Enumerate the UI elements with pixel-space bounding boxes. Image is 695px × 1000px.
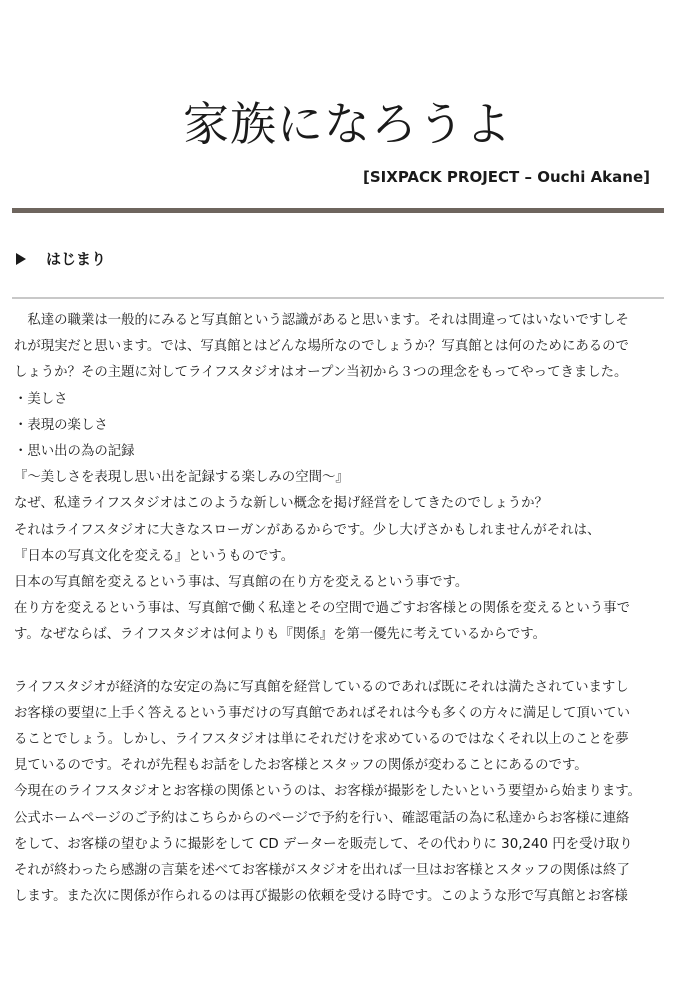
text-line: お客様の要望に上手く答えるという事だけの写真館であればそれは今も多くの方々に満足して頂いてい bbox=[14, 705, 630, 721]
bullet-line: ・思い出の為の記録 bbox=[14, 444, 135, 460]
play-triangle-icon bbox=[16, 253, 26, 265]
page-title: 家族になろうよ bbox=[183, 97, 512, 151]
text-line: しょうか？その主題に対してライフスタジオはオープン当初から３つの理念をもってやってきました。 bbox=[14, 365, 628, 381]
text-line: ることでしょう。しかし、ライフスタジオは単にそれだけを求めているのではなくそれ以上のことを夢 bbox=[14, 732, 629, 748]
text-line: 『日本の写真文化を変える』というものです。 bbox=[14, 548, 295, 564]
paragraph-gap bbox=[14, 649, 678, 675]
section-divider bbox=[12, 297, 664, 299]
text-line: それはライフスタジオに大きなスローガンがあるからです。少し大げさかもしれませんがそれは、 bbox=[14, 522, 601, 538]
text-line: 『～美しさを表現し思い出を記録する楽しみの空間～』 bbox=[14, 470, 349, 486]
text-line: 見ているのです。それが先程もお話をしたお客様とスタッフの関係が変わることにあるのです。 bbox=[14, 758, 588, 774]
text-line: れが現実だと思います。では、写真館とはどんな場所なのでしょうか？写真館とは何のためにあるので bbox=[14, 339, 629, 355]
text-line: 私達の職業は一般的にみると写真館という認識があると思います。それは間違ってはいないですしそ bbox=[14, 313, 629, 328]
project-subtitle: [SIXPACK PROJECT – Ouchi Akane] bbox=[363, 168, 650, 186]
text-line: をして、お客様の望むように撮影をして CD データーを販売して、その代わりに 30,240 円を受け取り bbox=[14, 836, 633, 852]
section-heading-label: はじまり bbox=[46, 250, 107, 268]
text-line: 公式ホームページのご予約はこちらからのページで予約を行い、確認電話の為に私達からお客様に連絡 bbox=[14, 810, 630, 826]
text-line: 日本の写真館を変えるという事は、写真館の在り方を変えるという事です。 bbox=[14, 575, 469, 591]
body-text bbox=[14, 308, 678, 910]
text-line: なぜ、私達ライフスタジオはこのような新しい概念を掲げ経営をしてきたのでしょうか？ bbox=[14, 496, 548, 512]
header-divider bbox=[12, 208, 664, 213]
text-line: ライフスタジオが経済的な安定の為に写真館を経営しているのであれば既にそれは満たされていますし bbox=[14, 679, 629, 695]
text-line: それが終わったら感謝の言葉を述べてお客様がスタジオを出れば一旦はお客様とスタッフの関係は終了 bbox=[14, 863, 630, 879]
text-line: 在り方を変えるという事は、写真館で働く私達とその空間で過ごすお客様との関係を変えるという事で bbox=[14, 601, 630, 617]
text-line: す。なぜならば、ライフスタジオは何よりも『関係』を第一優先に考えているからです。 bbox=[14, 627, 547, 643]
bullet-line: ・美しさ bbox=[14, 391, 68, 407]
text-line: 今現在のライフスタジオとお客様の関係というのは、お客様が撮影をしたいという要望から始まります。 bbox=[14, 784, 641, 800]
text-line: します。また次に関係が作られるのは再び撮影の依頼を受ける時です。このような形で写真館とお客様 bbox=[14, 889, 628, 905]
bullet-line: ・表現の楽しさ bbox=[14, 417, 108, 433]
section-heading bbox=[16, 248, 106, 269]
